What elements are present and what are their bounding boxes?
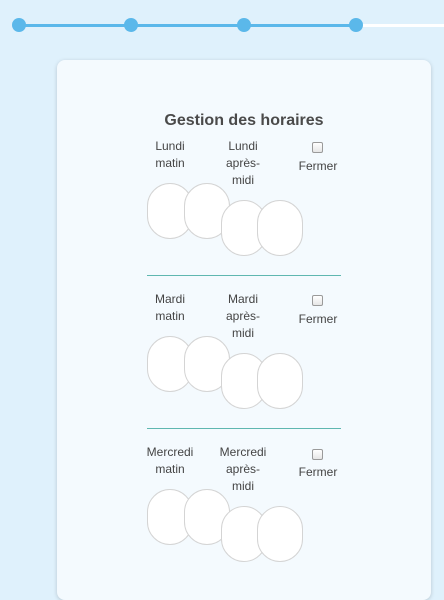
afternoon-label: Mardi après- midi [225,292,260,340]
time-slot-afternoon-end[interactable] [257,506,303,562]
close-checkbox[interactable] [312,295,323,306]
morning-label: Mercredi matin [146,445,194,476]
morning-label: Mardi matin [154,292,185,323]
stepper-step-3[interactable] [237,18,251,32]
close-checkbox[interactable] [312,449,323,460]
time-slot-afternoon-end[interactable] [257,200,303,256]
day-divider [147,275,341,276]
stepper-track-completed [18,24,356,27]
stepper-step-4[interactable] [349,18,363,32]
afternoon-label: Lundi après- midi [225,139,260,187]
day-divider [147,428,341,429]
close-label: Fermer [298,465,338,479]
progress-stepper [0,0,444,52]
afternoon-label: Mercredi après- midi [219,445,267,493]
time-slot-afternoon-end[interactable] [257,353,303,409]
stepper-step-1[interactable] [12,18,26,32]
schedule-card [57,60,431,600]
stepper-step-2[interactable] [124,18,138,32]
day-row-tuesday [57,291,431,441]
day-row-wednesday [57,444,431,594]
day-row-monday [57,138,431,288]
close-checkbox[interactable] [312,142,323,153]
page-title: Gestion des horaires [164,112,324,129]
close-label: Fermer [298,312,338,326]
close-label: Fermer [298,159,338,173]
morning-label: Lundi matin [155,139,185,170]
